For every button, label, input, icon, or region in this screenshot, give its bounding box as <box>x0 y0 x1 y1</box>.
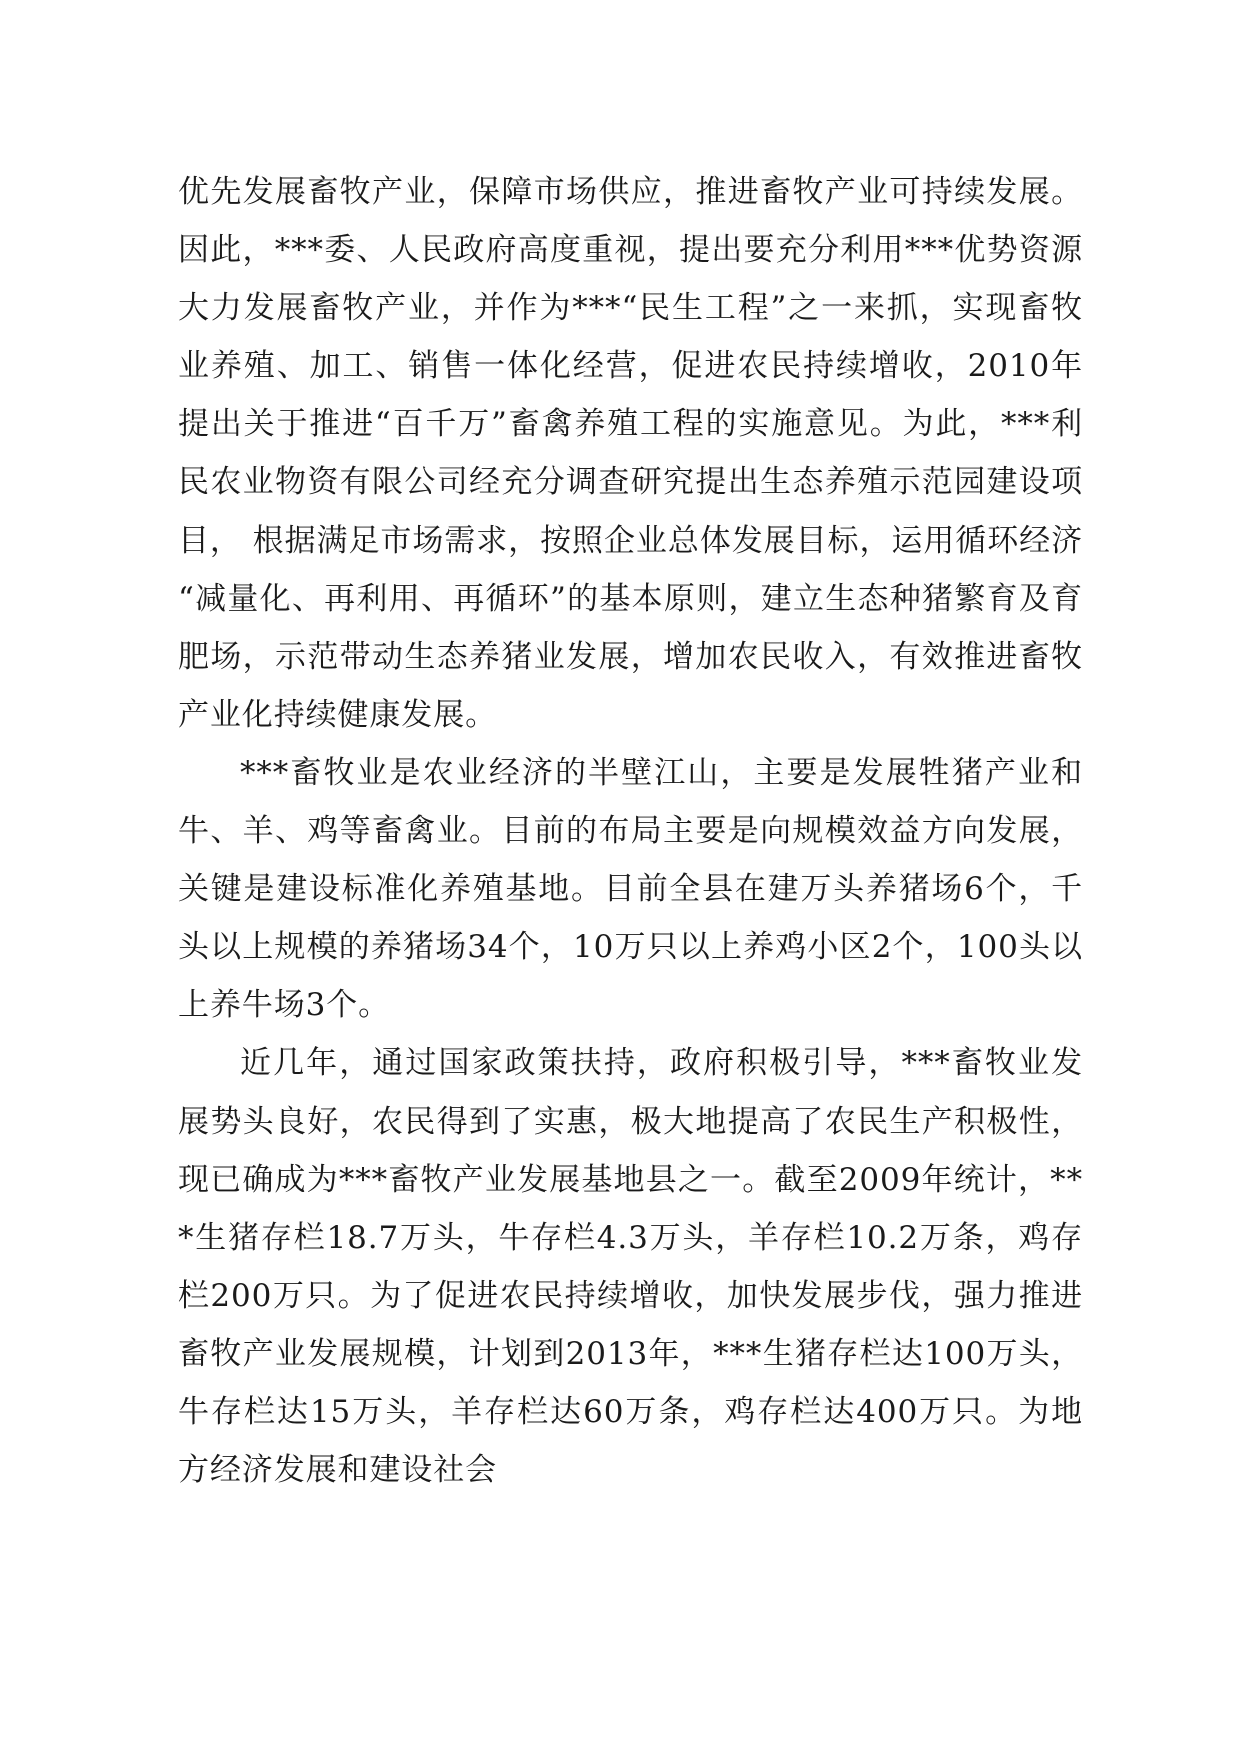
paragraph-development-statistics: 近几年，通过国家政策扶持，政府积极引导，***畜牧业发展势头良好，农民得到了实惠，极大地提高了农民生产积极性，现已确成为***畜牧产业发展基地县之一。截至2009年统计，***生猪存栏18.7万头，牛存栏4.3万头，羊存栏10.2万条，鸡存栏200万只。为了促进农民持续增收，加快发展步伐，强力推进畜牧产业发展规模，计划到2013年，***生猪存栏达100万头，牛存栏达15万头，羊存栏达60万条，鸡存栏达400万只。为地方经济发展和建设社会 <box>178 1045 1083 1489</box>
paragraph-continuation: 优先发展畜牧产业，保障市场供应，推进畜牧产业可持续发展。因此，***委、人民政府高度重视，提出要充分利用***优势资源大力发展畜牧产业，并作为***“民生工程”之一来抓，实现畜牧业养殖、加工、销售一体化经营，促进农民持续增收，2010年提出关于推进“百千万”畜禽养殖工程的实施意见。为此，***利民农业物资有限公司经充分调查研究提出生态养殖示范园建设项目， 根据满足市场需求，按照企业总体发展目标，运用循环经济 “减量化、再利用、再循环”的基本原则，建立生态种猪繁育及育肥场，示范带动生态养猪业发展，增加农民收入，有效推进畜牧产业化持续健康发展。 <box>178 174 1083 733</box>
paragraph-livestock-overview: ***畜牧业是农业经济的半壁江山，主要是发展牲猪产业和牛、羊、鸡等畜禽业。目前的布局主要是向规模效益方向发展，关键是建设标准化养殖基地。目前全县在建万头养猪场6个，千头以上规模的养猪场34个，10万只以上养鸡小区2个，100头以上养牛场3个。 <box>178 754 1083 1024</box>
body-text <box>178 163 1083 1499</box>
